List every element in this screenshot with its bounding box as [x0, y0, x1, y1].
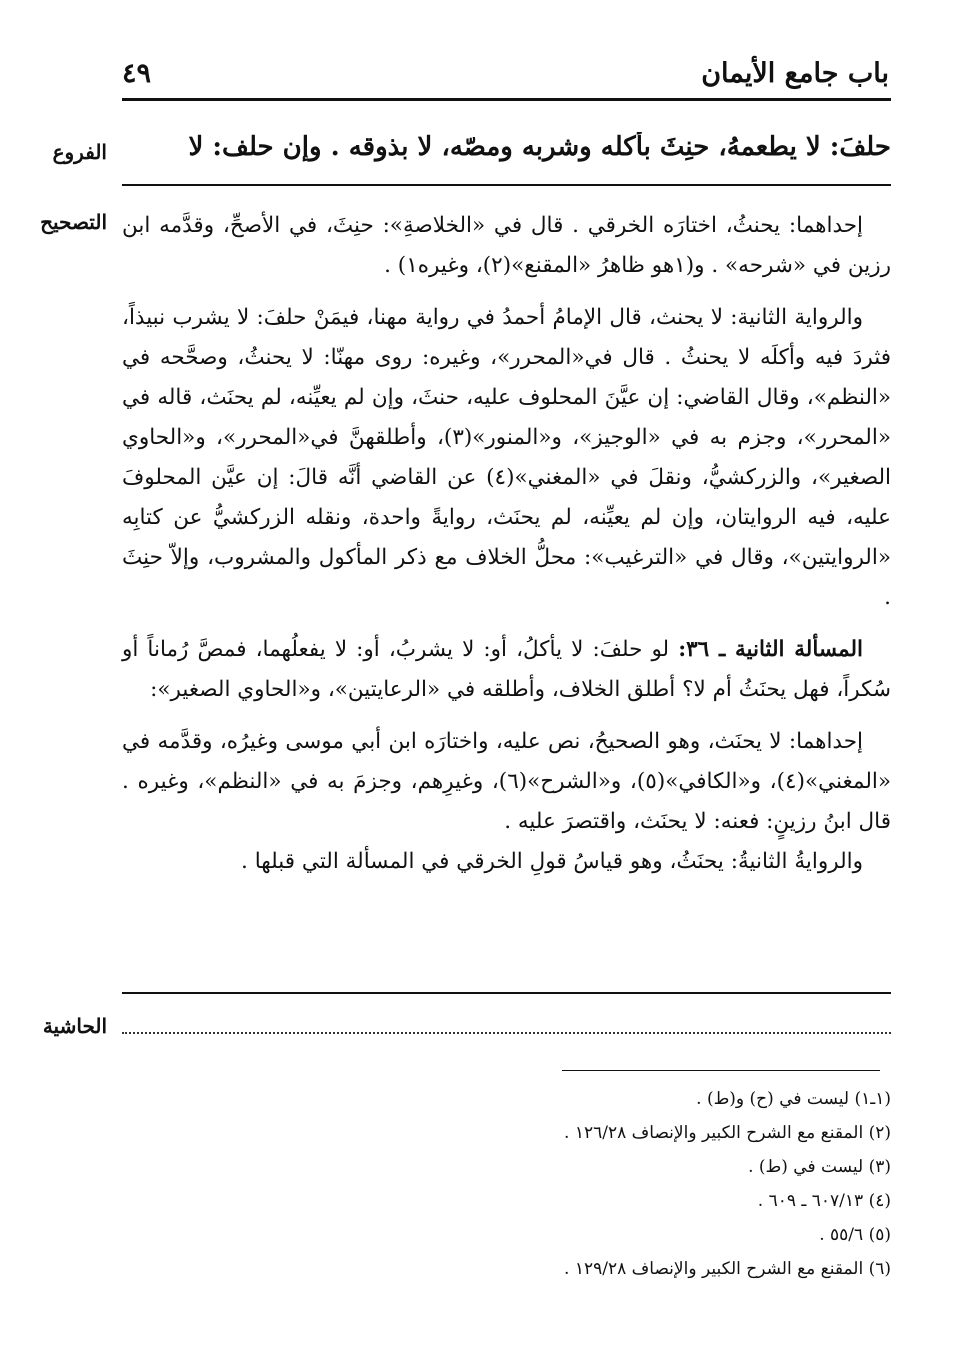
- paragraph-q36-riwaya-2: والروايةُ الثانيةُ: يحنَثُ، وهو قياسُ قولِ الخرقي في المسألة التي قبلها .: [241, 849, 863, 874]
- side-label-tashih: التصحيح: [40, 210, 107, 234]
- footnote-rule: [562, 1070, 880, 1071]
- footnote-item: (٦) المقنع مع الشرح الكبير والإنصاف ١٢٩/٢٨ .: [564, 1259, 891, 1279]
- tashih-body: [122, 206, 891, 882]
- body-bottom-rule: [122, 992, 891, 994]
- furu-rule: [122, 184, 891, 186]
- footnote-item: (١ـ١) ليست في (ح) و(ط) .: [696, 1089, 891, 1109]
- hashiya-dotted-line: [122, 1032, 891, 1034]
- paragraph-riwaya-2: والرواية الثانية: لا يحنث، قال الإمامُ أحمدُ في رواية مهنا، فيمَنْ حلفَ: لا يشرب نبيذاً، فثردَ فيه وأكلَه لا يحنثُ . قال في«المحرر»، وغيره: روى مهنّا: لا يحنثُ، وصحَّحه في «النظم»، وقال القاضي: إن عيَّنَ المحلوف عليه، حنثَ، وإن لم يعيِّنه، لم يحنَث، قاله في «المحرر»، وجزم به في «الوجيز»، و«المنور»(٣)، وأطلقهنَّ في«المحرر»، و«الحاوي الصغير»، والزركشيُّ، ونقلَ في «المغني»(٤) عن القاضي أنَّه قالَ: إن عيَّن المحلوفَ عليه، فيه الروايتان، وإن لم يعيِّنه، لم يحنَث، روايةً واحدة، ونقله الزركشيُّ عن كتابِه «الروايتين»، وقال في «الترغيب»: محلُّ الخلاف مع ذكر المأكول والمشروب، وإلاّ حنِثَ .: [122, 305, 891, 610]
- side-label-furu: الفروع: [52, 140, 107, 164]
- footnote-item: (٢) المقنع مع الشرح الكبير والإنصاف ١٢٦/٢٨ .: [564, 1123, 891, 1143]
- chapter-title: باب جامع الأيمان: [701, 58, 889, 89]
- footnote-item: (٥) ٥٥/٦ .: [819, 1225, 891, 1245]
- question-text: لو حلفَ: لا يأكلُ، أو: لا يشربُ، أو: لا يفعلُهما، فمصَّ رُماناً أو سُكراً، فهل يحنَثُ أم لا؟ أطلق الخلاف، وأطلقه في «الرعايتين»، و«الحاوي الصغير»:: [122, 637, 891, 702]
- footnotes: [122, 1082, 891, 1286]
- question-heading: المسألة الثانية ـ ٣٦:: [678, 637, 864, 662]
- footnote-item: (٣) ليست في (ط) .: [748, 1157, 891, 1177]
- paragraph-riwaya-1: إحداهما: يحنثُ، اختارَه الخرقي . قال في «الخلاصةِ»: حنِثَ، في الأصحِّ، وقدَّمه ابن رزين في «شرحه» . و(١هو ظاهرُ «المقنع»(٢)، وغيره١) .: [122, 213, 891, 278]
- footnote-item: (٤) ٦٠٧/١٣ ـ ٦٠٩ .: [757, 1191, 891, 1211]
- furu-text: حلفَ: لا يطعمهُ، حنِثَ بأكله وشربه ومصّه، لا بذوقه . وإن حلف: لا: [188, 132, 891, 162]
- paragraph-q36-riwaya-1: إحداهما: لا يحنَث، وهو الصحيحُ، نص عليه، واختارَه ابن أبي موسى وغيرُه، وقدَّمه في «المغني»(٤)، و«الكافي»(٥)، و«الشرح»(٦)، وغيرِهم، وجزمَ به في «النظم»، وغيره . قال ابنُ رزينٍ: فعنه: لا يحنَث، واقتصرَ عليه .: [122, 729, 892, 834]
- page-number: ٤٩: [122, 58, 152, 89]
- header-rule: [122, 98, 891, 101]
- paragraph-question-36: [122, 630, 891, 710]
- side-label-hashiya: الحاشية: [42, 1014, 107, 1038]
